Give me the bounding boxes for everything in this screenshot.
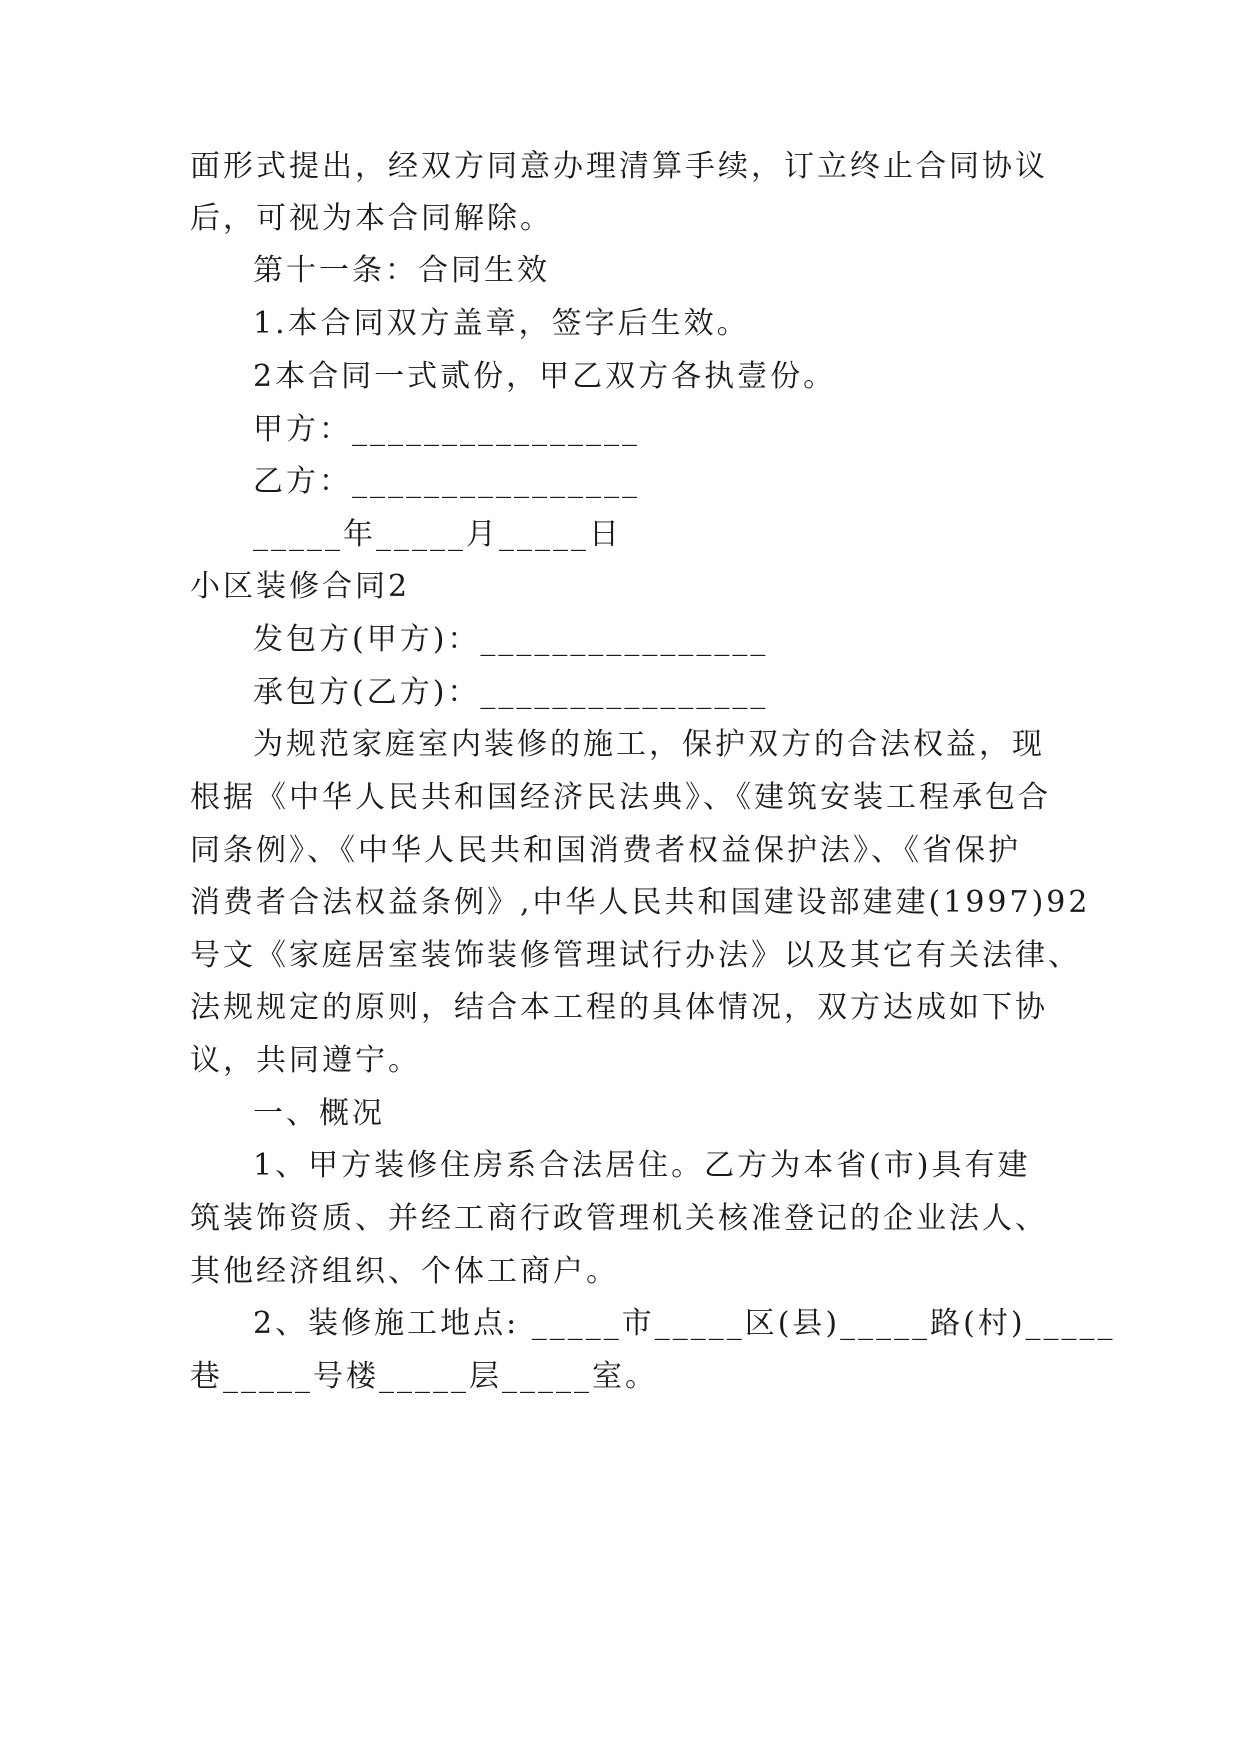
contractor-line: 承包方(乙方)：________________: [253, 675, 769, 710]
text-line: 根据《中华人民共和国经济民法典》、《建筑安装工程承包合: [190, 780, 1051, 815]
section-heading: 一、概况: [253, 1096, 385, 1131]
text-line: 面形式提出，经双方同意办理清算手续，订立终止合同协议: [190, 149, 1048, 184]
text-line: 后，可视为本合同解除。: [190, 201, 553, 236]
text-line: 其他经济组织、个体工商户。: [190, 1254, 619, 1289]
party-a-signature: 甲方：________________: [253, 412, 640, 447]
text-line: 1.本合同双方盖章，签字后生效。: [253, 306, 750, 341]
text-line: 1、甲方装修住房系合法居住。乙方为本省(市)具有建: [253, 1148, 1031, 1183]
employer-line: 发包方(甲方)：________________: [253, 622, 769, 657]
document-title: 小区装修合同2: [190, 569, 411, 604]
text-line: 筑装饰资质、并经工商行政管理机关核准登记的企业法人、: [190, 1201, 1048, 1236]
text-line: 号文《家庭居室装饰装修管理试行办法》以及其它有关法律、: [190, 938, 1081, 973]
section-heading: 第十一条：合同生效: [253, 253, 550, 288]
text-line: 同条例》、《中华人民共和国消费者权益保护法》、《省保护: [190, 833, 1021, 868]
text-line: 为规范家庭室内装修的施工，保护双方的合法权益，现: [253, 727, 1045, 762]
address-line: 2、装修施工地点: _____市_____区(县)_____路(村)_____: [253, 1306, 1116, 1341]
text-line: 法规规定的原则，结合本工程的具体情况，双方达成如下协: [190, 990, 1048, 1025]
text-line: 消费者合法权益条例》,中华人民共和国建设部建建(1997)92: [190, 885, 1091, 920]
text-line: 议，共同遵宁。: [190, 1043, 421, 1078]
address-line: 巷_____号楼_____层_____室。: [190, 1359, 658, 1394]
date-line: _____年_____月_____日: [253, 517, 622, 552]
party-b-signature: 乙方：________________: [253, 464, 640, 499]
text-line: 2本合同一式贰份，甲乙双方各执壹份。: [253, 359, 837, 394]
